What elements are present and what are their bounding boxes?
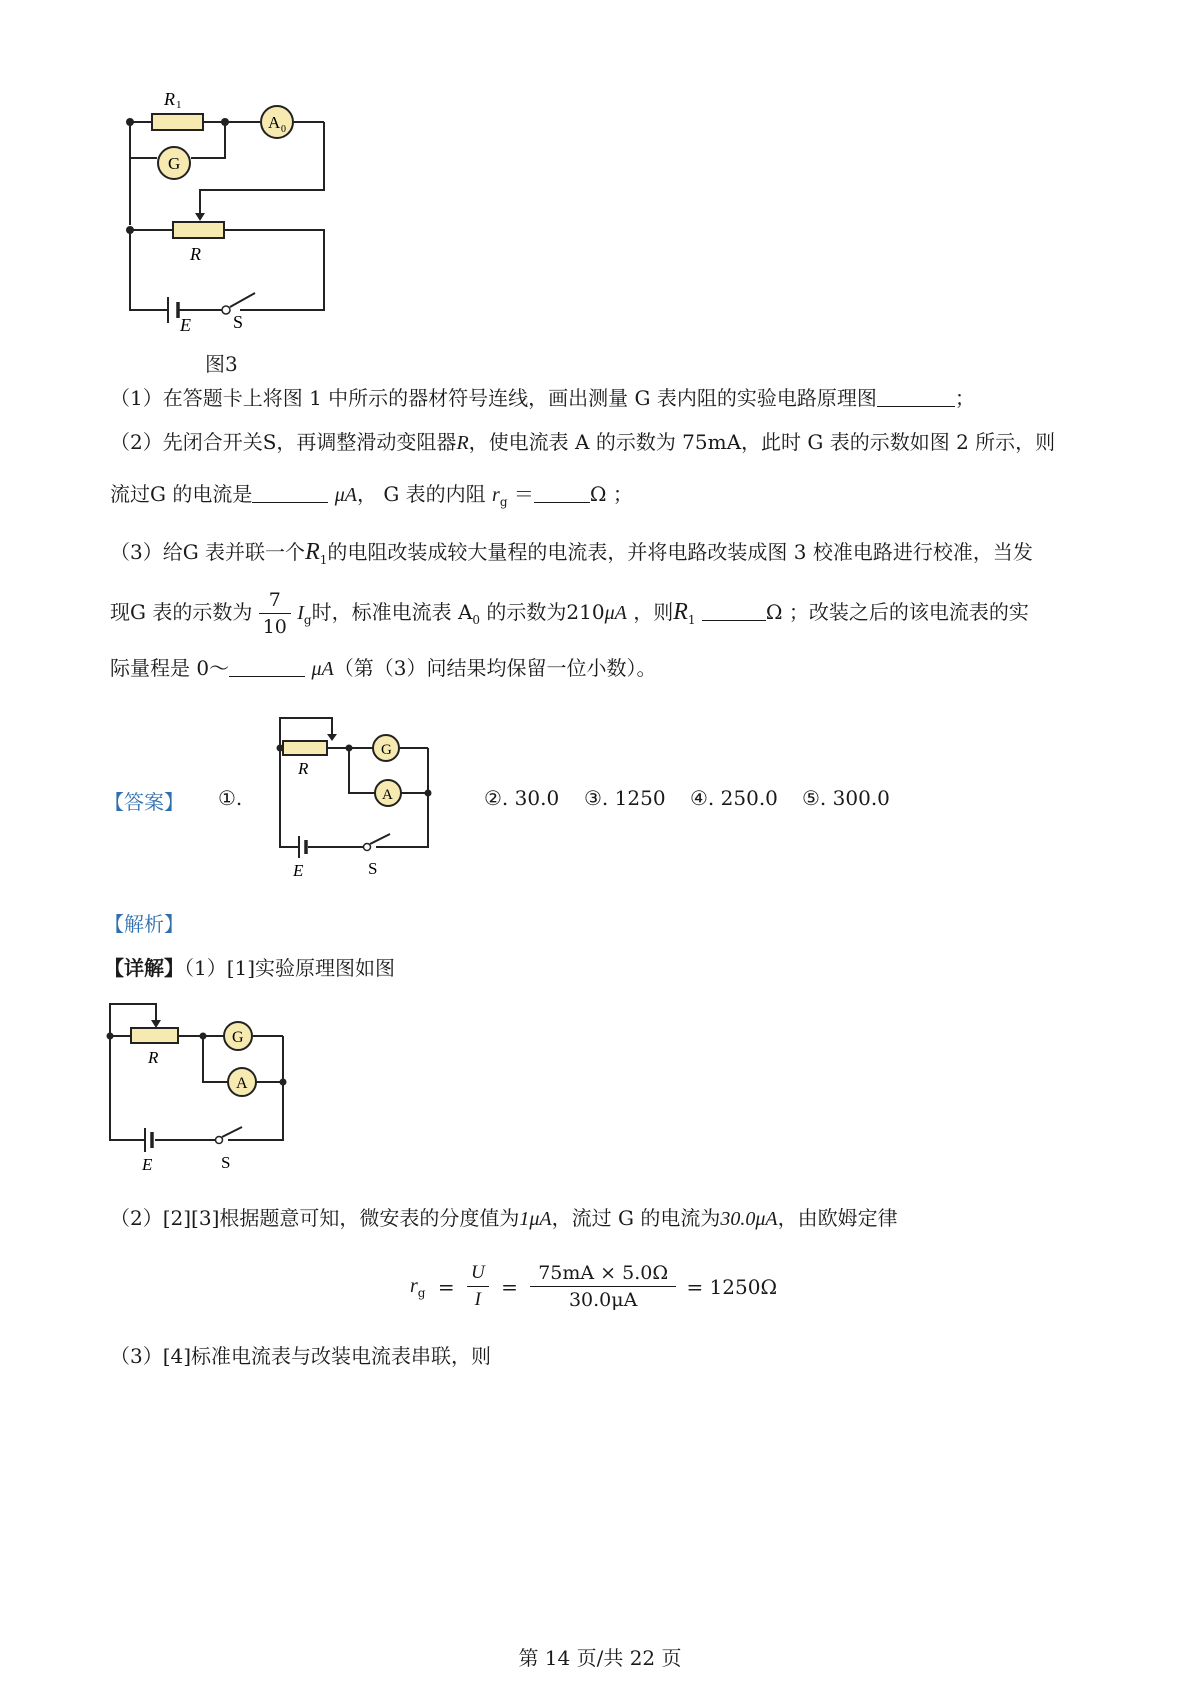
answer-blank [229, 658, 305, 677]
answer-blank [877, 388, 955, 407]
r1-resistor [152, 114, 203, 130]
question-3-line-2: 现G 表的示数为 $\frac{7}{10}$ $I_g$时，标准电流表 $A_0$ 的示数为210μA ，则$R_1$ Ω ；改装之后的该电流表的实 [110, 589, 1029, 638]
svg-text:0: 0 [281, 124, 286, 135]
question-2-line-1: （2）先闭合开关S，再调整滑动变阻器R，使电流表 A 的示数为 75mA，此时 G 表的示数如图 2 所示，则 [110, 430, 1056, 454]
answer-blank [534, 484, 590, 503]
question-3-line-3: 际量程是 0～ μA（第（3）问结果均保留一位小数）。 [110, 656, 657, 680]
answer-blank [252, 484, 328, 503]
svg-text:A: A [236, 1075, 248, 1092]
question-1: （1）在答题卡上将图 1 中所示的器材符号连线，画出测量 G 表内阻的实验电路原理图 ； [110, 386, 975, 410]
page-footer: 第 14 页/共 22 页 [518, 1646, 682, 1670]
svg-text:E: E [180, 315, 191, 335]
svg-text:G: G [381, 742, 392, 758]
r1-label: R [164, 89, 175, 109]
question-2-line-2: 流过G 的电流是 μA， G 表的内阻 $r_g = \Omega$ ； [110, 482, 633, 509]
detail-circuit [90, 996, 310, 1176]
svg-text:E: E [293, 861, 304, 880]
answer-tag: 【答案】 [104, 790, 184, 814]
fraction-7-10: $\frac{7}{10}$ [259, 587, 291, 640]
ohm-formula: $r_g$ = $\frac{U}{I}$ = $\frac{75mA \times 5.0\Omega}{30.0\mu A}$ = 1250Ω [410, 1262, 778, 1311]
svg-text:R: R [148, 1048, 159, 1067]
svg-text:R: R [298, 759, 309, 778]
svg-text:R: R [190, 244, 201, 264]
svg-text:S: S [233, 312, 244, 332]
svg-text:A: A [382, 787, 393, 803]
answer-item-1: ①. [218, 786, 243, 810]
answer-item-3: ③. 1250 [584, 786, 666, 810]
detail-line: 【详解】（1）[1]实验原理图如图 [104, 956, 396, 980]
figure-3-circuit [100, 85, 340, 350]
svg-text:A: A [268, 113, 281, 132]
answer-circuit [250, 712, 450, 882]
question-3-line-1: （3）给G 表并联一个$R_1$的电阻改装成较大量程的电流表，并将电路改装成图 3 校准电路进行校准，当发 [110, 539, 1033, 567]
svg-text:G: G [232, 1029, 244, 1046]
svg-text:E: E [142, 1155, 153, 1174]
svg-text:S: S [221, 1153, 231, 1172]
answer-item-4: ④. 250.0 [690, 786, 778, 810]
paragraph-2: （2）[2][3]根据题意可知，微安表的分度值为1μA，流过 G 的电流为30.0μA，由欧姆定律 [110, 1206, 898, 1230]
rheostat-r [173, 222, 224, 238]
svg-text:1: 1 [176, 99, 182, 111]
analysis-tag: 【解析】 [104, 912, 184, 936]
figure-3-caption: 图3 [205, 352, 238, 376]
answer-item-5: ⑤. 300.0 [802, 786, 890, 810]
answer-item-2: ②. 30.0 [484, 786, 560, 810]
answer-blank [702, 602, 766, 621]
svg-text:G: G [168, 154, 181, 173]
paragraph-3: （3）[4]标准电流表与改装电流表串联，则 [110, 1344, 492, 1368]
svg-text:S: S [368, 859, 378, 878]
